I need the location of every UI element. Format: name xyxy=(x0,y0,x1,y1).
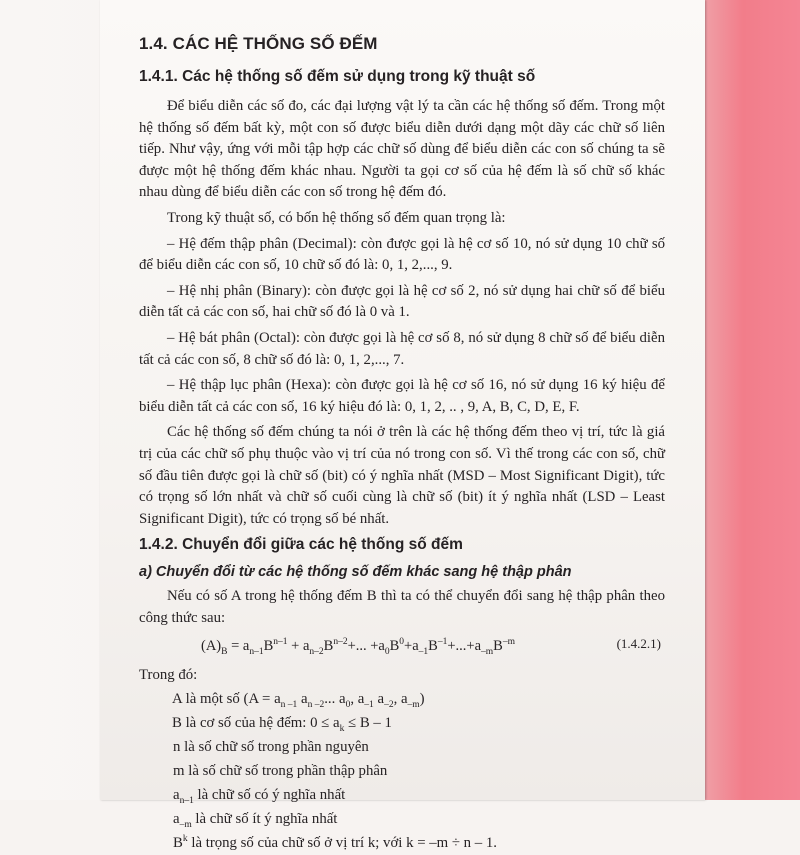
def-bk: $B^k$ là trọng số của chữ số ở vị trí k; với k = –m ÷ n – 1. xyxy=(173,834,497,852)
def-a: A là một số ($A = a_{n -1}$ $a_{n -2}$... $a_0$, $a_{-1}$ $a_{-2}$, $a_{-m}$) xyxy=(172,691,425,711)
formula-expression: $(A)_B = a_{n-1}B^{n-1} + a_{n-2}B^{n-2}+$... $+a_0B^0+a_{-1}B^{-1}+...+a_{-m}B^{-m}$ xyxy=(201,637,515,658)
subsection-title-1-4-2: 1.4.2. Chuyển đổi giữa các hệ thống số đếm xyxy=(139,536,463,554)
section-title: 1.4. CÁC HỆ THỐNG SỐ ĐẾM xyxy=(139,34,378,53)
book-page xyxy=(100,0,705,852)
subsection-title-1-4-1: 1.4.1. Các hệ thống số đếm sử dụng trong kỹ thuật số xyxy=(139,68,536,85)
def-n: n là số chữ số trong phần nguyên xyxy=(173,739,369,756)
subsubsection-title-a: a) Chuyển đổi từ các hệ thống số đếm khác sang hệ thập phân xyxy=(139,564,572,581)
paragraph-positional: Các hệ thống số đếm chúng ta nói ở trên là các hệ thống đếm theo vị trí, tức là giá trị của các chữ số phụ thuộc vào vị trí của nó trong con số. Vì thế trong các con số, chữ số đầu tiên được gọi là chữ số (bit) có ý nghĩa nhất (MSD – Most Significant Digit), tức có trọng số lớn nhất và chữ số cuối cùng là chữ số (bit) ít ý nghĩa nhất (LSD – Least Significant Digit), tức có trọng số bé nhất. xyxy=(139,424,665,527)
paragraph-four-systems: Trong kỹ thuật số, có bốn hệ thống số đếm quan trọng là: xyxy=(167,209,506,226)
paragraph-intro: Để biểu diễn các số đo, các đại lượng vật lý ta cần các hệ thống số đếm. Trong một hệ thống số đếm bất kỳ, một con số được biểu diễn dưới dạng một dãy các chữ số liên tiếp. Như vậy, ứng với mỗi tập hợp các chữ số dùng để biểu diễn các con số chúng ta sẽ được một hệ thống đếm khác nhau. Người ta gọi cơ số của hệ đếm là số chữ số khác nhau dùng để biểu diễn các con số trong hệ đếm đó. xyxy=(139,98,665,201)
def-an1: $a_{n-1}$ là chữ số có ý nghĩa nhất xyxy=(173,787,346,807)
formula-number: (1.4.2.1) xyxy=(616,636,661,652)
paragraph-conversion: Nếu có số A trong hệ thống đếm B thì ta có thể chuyển đổi sang hệ thập phân theo công thức sau: xyxy=(139,588,665,626)
item-decimal: – Hệ đếm thập phân (Decimal): còn được gọi là hệ cơ số 10, nó sử dụng 10 chữ số để biểu diễn các con số, 10 chữ số đó là: 0, 1, 2,..., 9. xyxy=(139,235,665,274)
def-am: $a_{-m}$ là chữ số ít ý nghĩa nhất xyxy=(173,811,338,831)
pink-cover-edge xyxy=(705,0,800,800)
def-b: B là cơ số của hệ đếm: $0 \le a_k \le B - 1$ xyxy=(172,715,392,735)
page-content xyxy=(139,34,665,855)
item-hexa: – Hệ thập lục phân (Hexa): còn được gọi là hệ cơ số 16, nó sử dụng 16 ký hiệu để biểu diễn tất cả các con số, 16 ký hiệu đó là: 0, 1, 2, .. , 9, A, B, C, D, E, F. xyxy=(139,377,665,415)
def-m: m là số chữ số trong phần thập phân xyxy=(173,763,388,780)
where-label: Trong đó: xyxy=(139,667,198,684)
conversion-formula xyxy=(139,633,665,659)
item-binary: – Hệ nhị phân (Binary): còn được gọi là hệ cơ số 2, nó sử dụng hai chữ số để biểu diễn tất cả các con số, hai chữ số đó là 0 và 1. xyxy=(139,282,665,321)
item-octal: – Hệ bát phân (Octal): còn được gọi là hệ cơ số 8, nó sử dụng 8 chữ số để biểu diễn tất cả các con số, 8 chữ số đó là: 0, 1, 2,..., 7. xyxy=(139,329,665,368)
